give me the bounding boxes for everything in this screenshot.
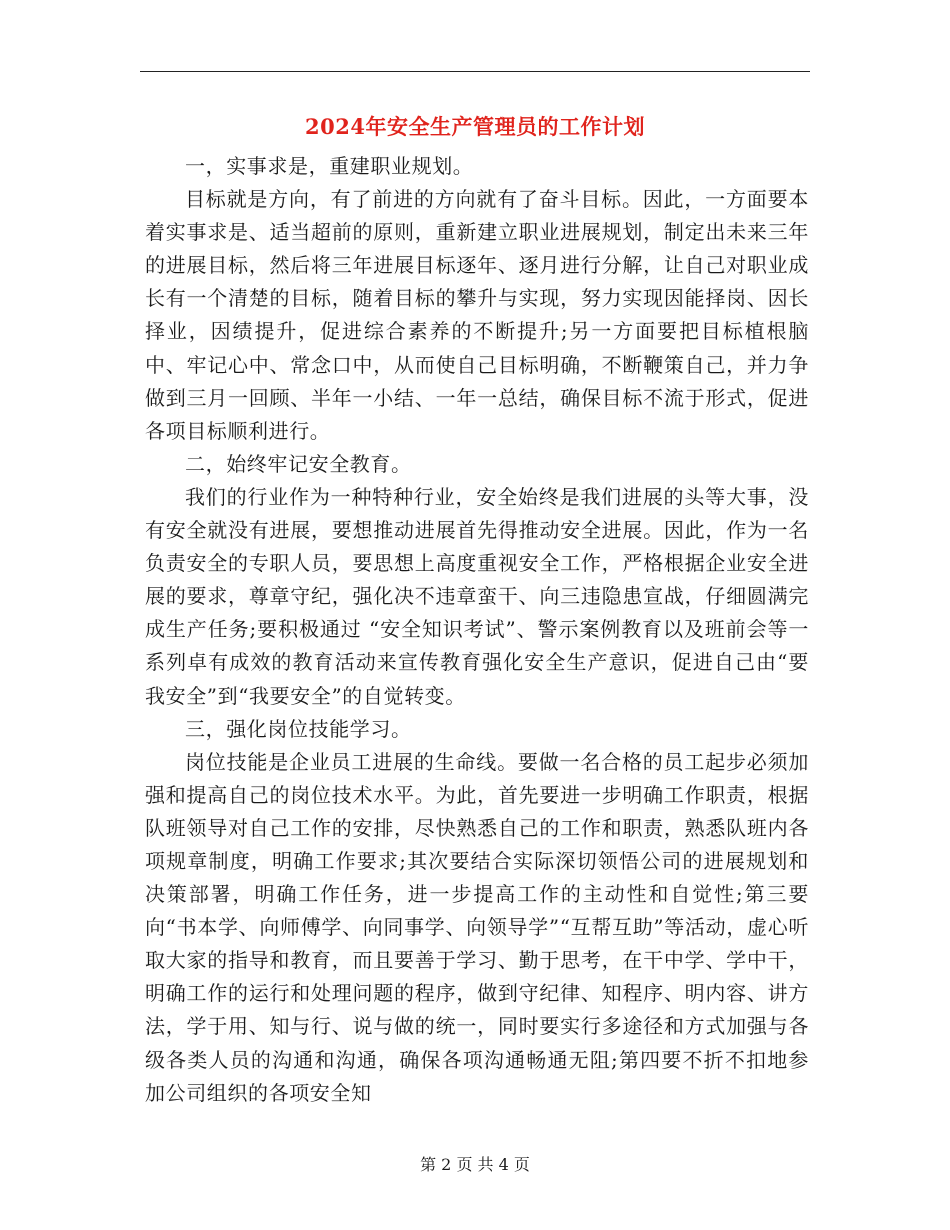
section-heading-1: 一，实事求是，重建职业规划。 — [185, 154, 474, 178]
paragraph-3: 岗位技能是企业员工进展的生命线。要做一名合格的员工起步必须加强和提高自己的岗位技术水平。为此，首先要进一步明确工作职责，根据队班领导对自己工作的安排，尽快熟悉自己的工作和职责，熟悉队班内各项规章制度，明确工作要求;其次要结合实际深切领悟公司的进展规划和决策部署，明确工作任务，进一步提高工作的主动性和自觉性;第三要向“书本学、向师傅学、向同事学、向领导学”“互帮互助”等活动，虚心听取大家的指导和教育，而且要善于学习、勤于思考，在干中学、学中干，明确工作的运行和处理问题的程序，做到守纪律、知程序、明内容、讲方法，学于用、知与行、说与做的统一，同时要实行多途径和方式加强与各级各类人员的沟通和沟通，确保各项沟通畅通无阻;第四要不折不扣地参加公司组织的各项安全知 — [145, 749, 809, 1105]
section-heading-3: 三，强化岗位技能学习。 — [185, 716, 412, 741]
page-footer — [0, 1153, 950, 1177]
document-body — [145, 150, 809, 1110]
page-number-label: 第 2 页 共 4 页 — [420, 1155, 530, 1174]
paragraph-2: 我们的行业作为一种特种行业，安全始终是我们进展的头等大事，没有安全就没有进展，要想推动进展首先得推动安全进展。因此，作为一名负责安全的专职人员，要思想上高度重视安全工作，严格根据企业安全进展的要求，尊章守纪，强化决不违章蛮干、向三违隐患宣战，仔细圆满完成生产任务;要积极通过 “安全知识考试”、警示案例教育以及班前会等一系列卓有成效的教育活动来宣传教育强化安全生产意识，促进自己由“要我安全”到“我要安全”的自觉转变。 — [145, 484, 809, 708]
header-rule — [140, 71, 810, 72]
section-heading-2: 二，始终牢记安全教育。 — [185, 451, 412, 476]
paragraph-1: 目标就是方向，有了前进的方向就有了奋斗目标。因此，一方面要本着实事求是、适当超前的原则，重新建立职业进展规划，制定出未来三年的进展目标，然后将三年进展目标逐年、逐月进行分解，让自己对职业成长有一个清楚的目标，随着目标的攀升与实现，努力实现因能择岗、因长择业，因绩提升，促进综合素养的不断提升;另一方面要把目标植根脑中、牢记心中、常念口中，从而使自己目标明确，不断鞭策自己，并力争做到三月一回顾、半年一小结、一年一总结，确保目标不流于形式，促进各项目标顺利进行。 — [145, 187, 809, 443]
document-title: 2024年安全生产管理员的工作计划 — [305, 114, 645, 139]
